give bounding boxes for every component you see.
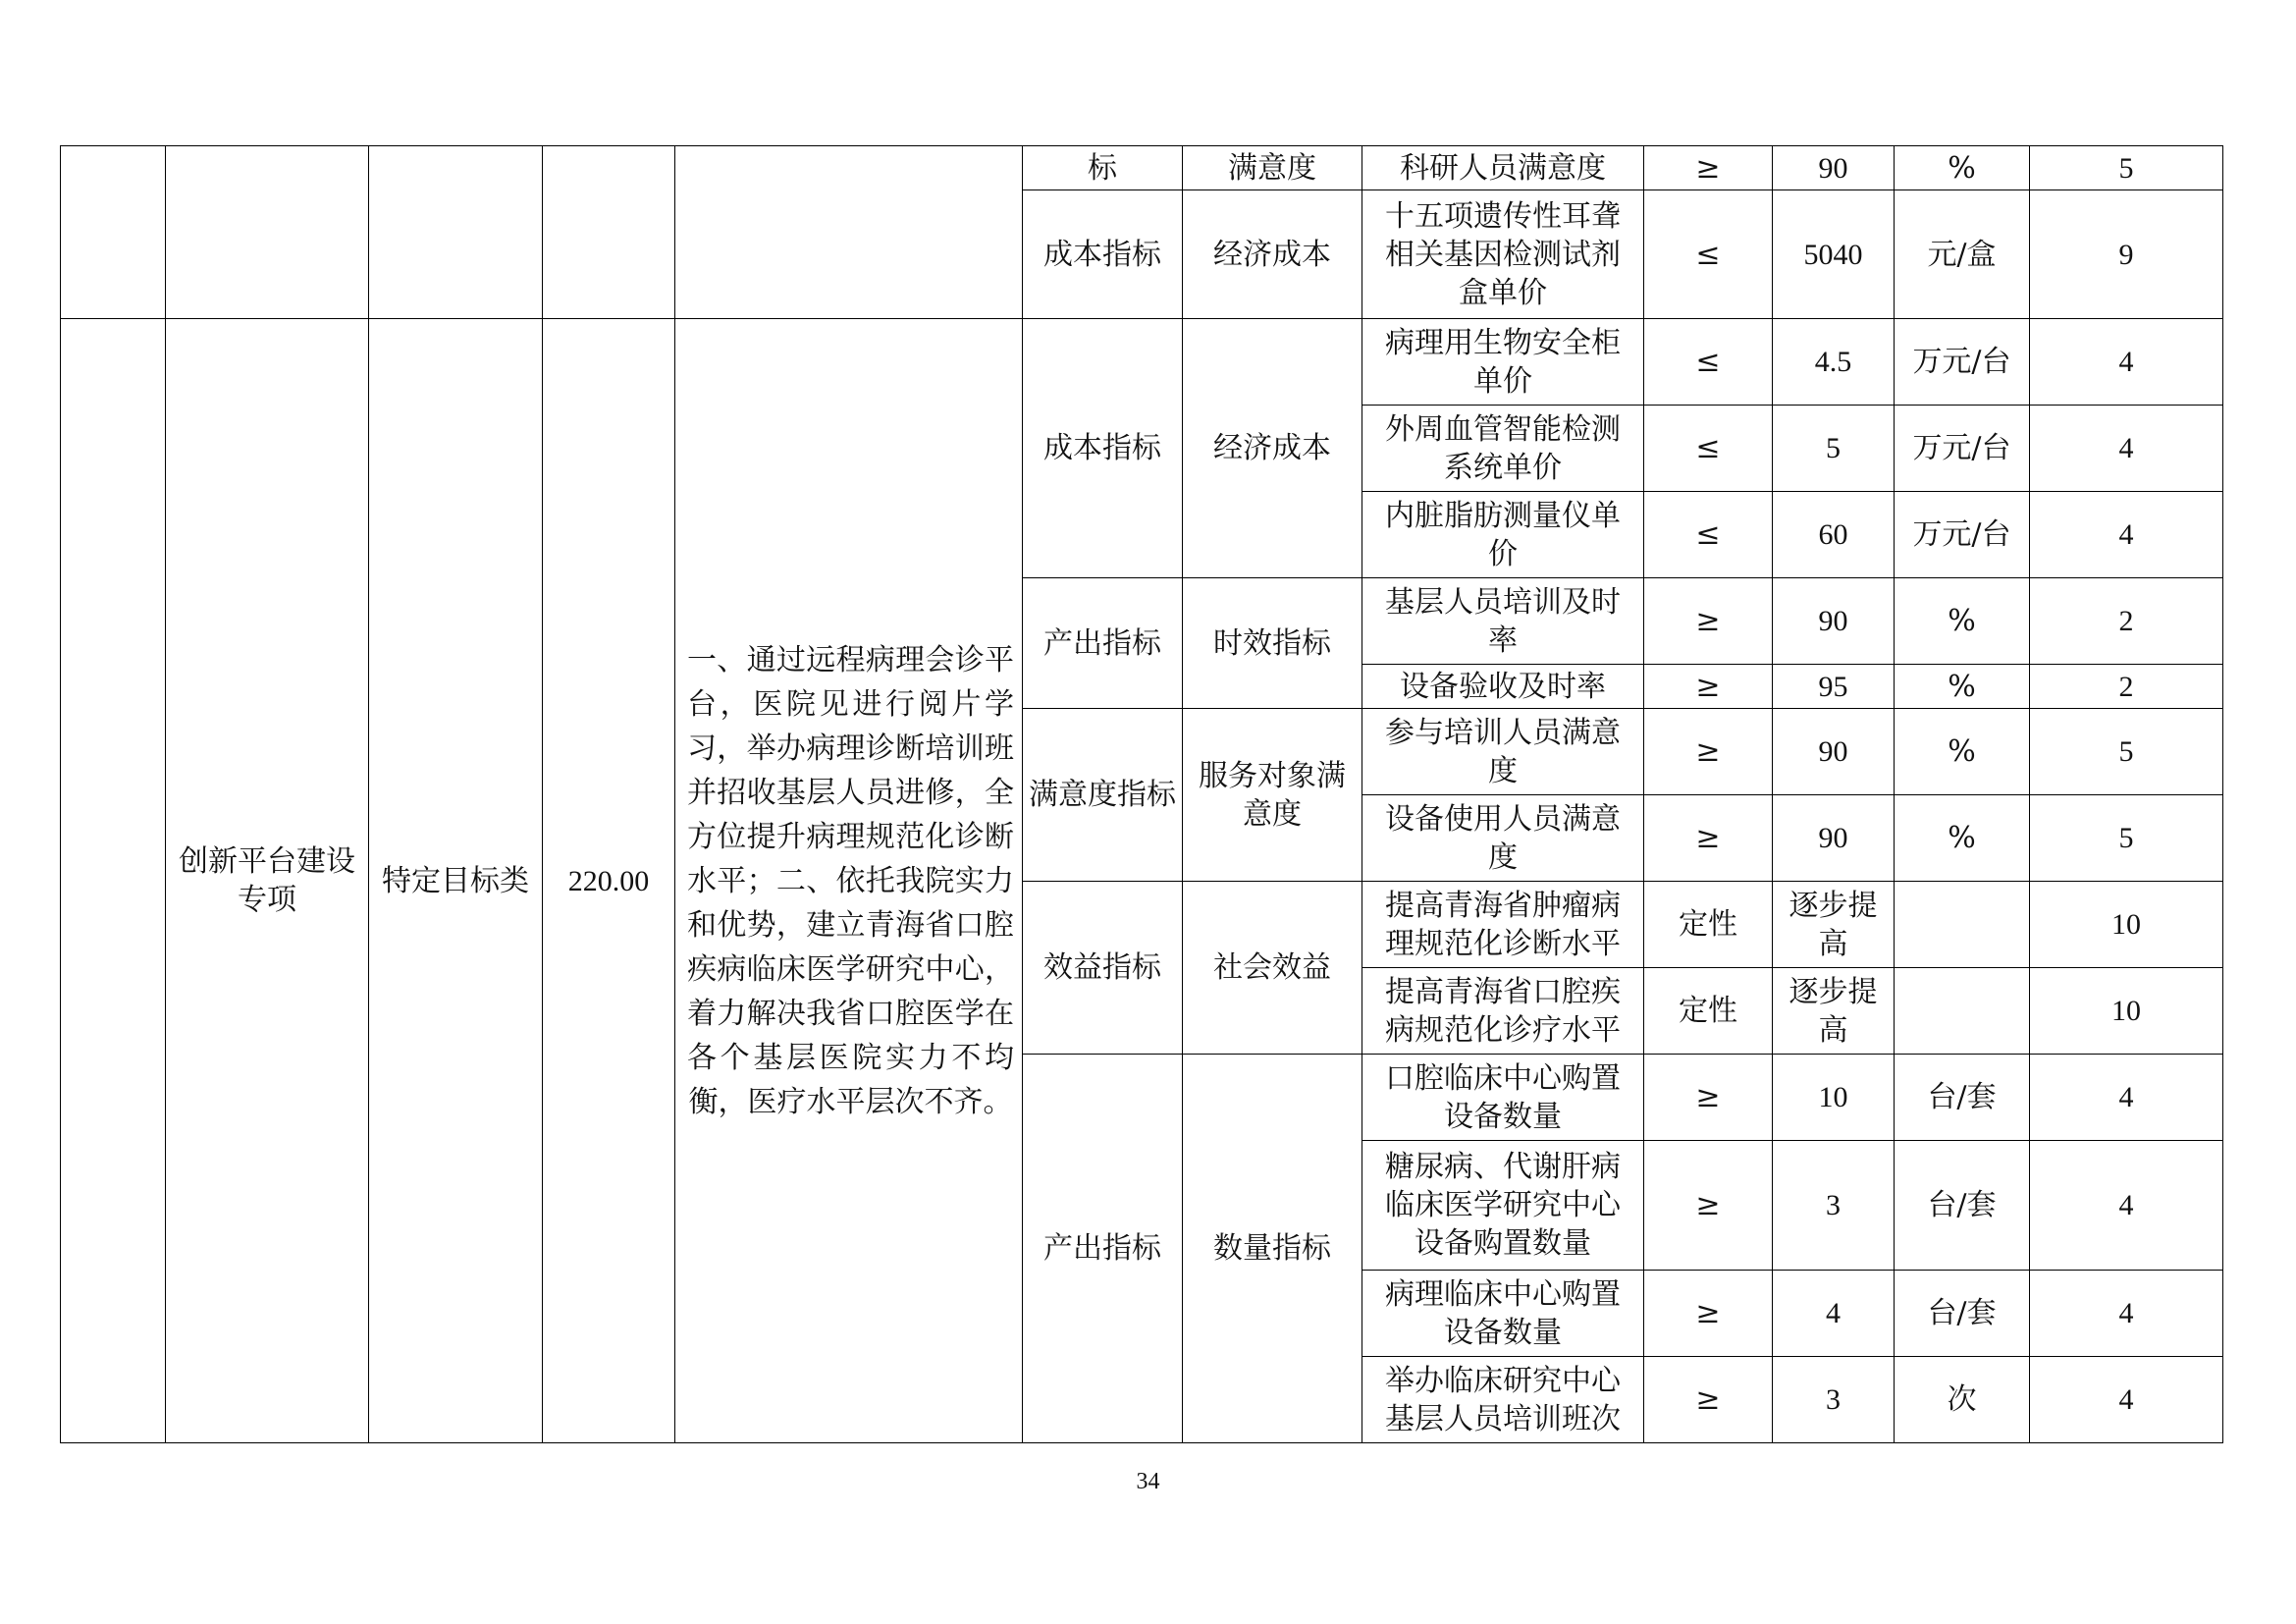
secondary-indicator-cell: 社会效益	[1183, 882, 1362, 1055]
cell-continued-blank-2	[166, 146, 369, 319]
target-value-cell: 95	[1773, 665, 1895, 709]
secondary-indicator-cell: 经济成本	[1183, 190, 1362, 319]
unit-cell: %	[1895, 709, 2030, 795]
operator-cell: ≥	[1644, 146, 1773, 190]
weight-cell: 4	[2030, 1271, 2223, 1357]
target-value-cell: 10	[1773, 1055, 1895, 1141]
target-value-cell: 3	[1773, 1357, 1895, 1443]
target-value-cell: 5040	[1773, 190, 1895, 319]
weight-cell: 2	[2030, 665, 2223, 709]
indicator-name-cell: 参与培训人员满意度	[1362, 709, 1644, 795]
table-row	[61, 319, 2223, 406]
unit-cell: %	[1895, 578, 2030, 665]
weight-cell: 4	[2030, 1357, 2223, 1443]
target-value-cell: 逐步提高	[1773, 882, 1895, 968]
operator-cell: ≥	[1644, 665, 1773, 709]
secondary-indicator-cell: 满意度	[1183, 146, 1362, 190]
indicator-name-cell: 外周血管智能检测系统单价	[1362, 406, 1644, 492]
target-value-cell: 4	[1773, 1271, 1895, 1357]
unit-cell: 万元/台	[1895, 319, 2030, 406]
target-value-cell: 4.5	[1773, 319, 1895, 406]
target-value-cell: 3	[1773, 1141, 1895, 1271]
cell-continued-blank-1	[61, 146, 166, 319]
operator-cell: ≥	[1644, 1271, 1773, 1357]
project-name-cell: 创新平台建设专项	[166, 319, 369, 1443]
weight-cell: 4	[2030, 492, 2223, 578]
performance-indicator-table	[60, 145, 2223, 1443]
operator-cell: ≥	[1644, 795, 1773, 882]
secondary-indicator-cell: 服务对象满意度	[1183, 709, 1362, 882]
weight-cell: 10	[2030, 882, 2223, 968]
indicator-name-cell: 提高青海省口腔疾病规范化诊疗水平	[1362, 968, 1644, 1055]
unit-cell	[1895, 882, 2030, 968]
weight-cell: 4	[2030, 1055, 2223, 1141]
weight-cell: 9	[2030, 190, 2223, 319]
target-value-cell: 5	[1773, 406, 1895, 492]
target-value-cell: 逐步提高	[1773, 968, 1895, 1055]
unit-cell: 元/盒	[1895, 190, 2030, 319]
operator-cell: ≥	[1644, 1141, 1773, 1271]
operator-cell: 定性	[1644, 968, 1773, 1055]
blank-first-column-cell	[61, 319, 166, 1443]
operator-cell: ≤	[1644, 190, 1773, 319]
primary-indicator-cell: 成本指标	[1023, 190, 1183, 319]
secondary-indicator-cell: 经济成本	[1183, 319, 1362, 578]
target-value-cell: 60	[1773, 492, 1895, 578]
operator-cell: ≥	[1644, 709, 1773, 795]
unit-cell: 万元/台	[1895, 492, 2030, 578]
target-value-cell: 90	[1773, 146, 1895, 190]
primary-indicator-cell: 成本指标	[1023, 319, 1183, 578]
operator-cell: 定性	[1644, 882, 1773, 968]
unit-cell: 次	[1895, 1357, 2030, 1443]
weight-cell: 5	[2030, 709, 2223, 795]
unit-cell: 台/套	[1895, 1141, 2030, 1271]
primary-indicator-cell: 产出指标	[1023, 578, 1183, 709]
unit-cell: %	[1895, 146, 2030, 190]
table-row	[61, 146, 2223, 190]
indicator-name-cell: 糖尿病、代谢肝病临床医学研究中心设备购置数量	[1362, 1141, 1644, 1271]
indicator-name-cell: 科研人员满意度	[1362, 146, 1644, 190]
unit-cell: %	[1895, 665, 2030, 709]
primary-indicator-cell: 产出指标	[1023, 1055, 1183, 1443]
operator-cell: ≥	[1644, 1055, 1773, 1141]
project-amount-cell: 220.00	[543, 319, 675, 1443]
unit-cell: 台/套	[1895, 1271, 2030, 1357]
project-category-cell: 特定目标类	[369, 319, 543, 1443]
indicator-name-cell: 设备使用人员满意度	[1362, 795, 1644, 882]
weight-cell: 5	[2030, 795, 2223, 882]
primary-indicator-cell: 效益指标	[1023, 882, 1183, 1055]
weight-cell: 10	[2030, 968, 2223, 1055]
secondary-indicator-cell: 数量指标	[1183, 1055, 1362, 1443]
primary-indicator-cell: 满意度指标	[1023, 709, 1183, 882]
operator-cell: ≤	[1644, 319, 1773, 406]
target-value-cell: 90	[1773, 578, 1895, 665]
weight-cell: 4	[2030, 406, 2223, 492]
indicator-name-cell: 口腔临床中心购置设备数量	[1362, 1055, 1644, 1141]
indicator-name-cell: 内脏脂肪测量仪单价	[1362, 492, 1644, 578]
page-number: 34	[1136, 1469, 1160, 1494]
operator-cell: ≤	[1644, 406, 1773, 492]
indicator-name-cell: 病理临床中心购置设备数量	[1362, 1271, 1644, 1357]
cell-continued-blank-5	[675, 146, 1023, 319]
indicator-name-cell: 病理用生物安全柜单价	[1362, 319, 1644, 406]
operator-cell: ≤	[1644, 492, 1773, 578]
unit-cell	[1895, 968, 2030, 1055]
weight-cell: 2	[2030, 578, 2223, 665]
target-value-cell: 90	[1773, 795, 1895, 882]
weight-cell: 4	[2030, 319, 2223, 406]
unit-cell: 台/套	[1895, 1055, 2030, 1141]
target-value-cell: 90	[1773, 709, 1895, 795]
weight-cell: 4	[2030, 1141, 2223, 1271]
primary-indicator-cell: 标	[1023, 146, 1183, 190]
indicator-name-cell: 十五项遗传性耳聋相关基因检测试剂盒单价	[1362, 190, 1644, 319]
indicator-name-cell: 举办临床研究中心基层人员培训班次	[1362, 1357, 1644, 1443]
cell-continued-blank-4	[543, 146, 675, 319]
cell-continued-blank-3	[369, 146, 543, 319]
unit-cell: 万元/台	[1895, 406, 2030, 492]
indicator-name-cell: 提高青海省肿瘤病理规范化诊断水平	[1362, 882, 1644, 968]
indicator-name-cell: 设备验收及时率	[1362, 665, 1644, 709]
project-description-cell: 一、通过远程病理会诊平台，医院见进行阅片学习，举办病理诊断培训班并招收基层人员进修，全方位提升病理规范化诊断水平；二、依托我院实力和优势，建立青海省口腔疾病临床医学研究中心，着力解决我省口腔医学在各个基层医院实力不均衡，医疗水平层次不齐。	[675, 319, 1023, 1443]
secondary-indicator-cell: 时效指标	[1183, 578, 1362, 709]
operator-cell: ≥	[1644, 1357, 1773, 1443]
weight-cell: 5	[2030, 146, 2223, 190]
operator-cell: ≥	[1644, 578, 1773, 665]
indicator-name-cell: 基层人员培训及时率	[1362, 578, 1644, 665]
unit-cell: %	[1895, 795, 2030, 882]
